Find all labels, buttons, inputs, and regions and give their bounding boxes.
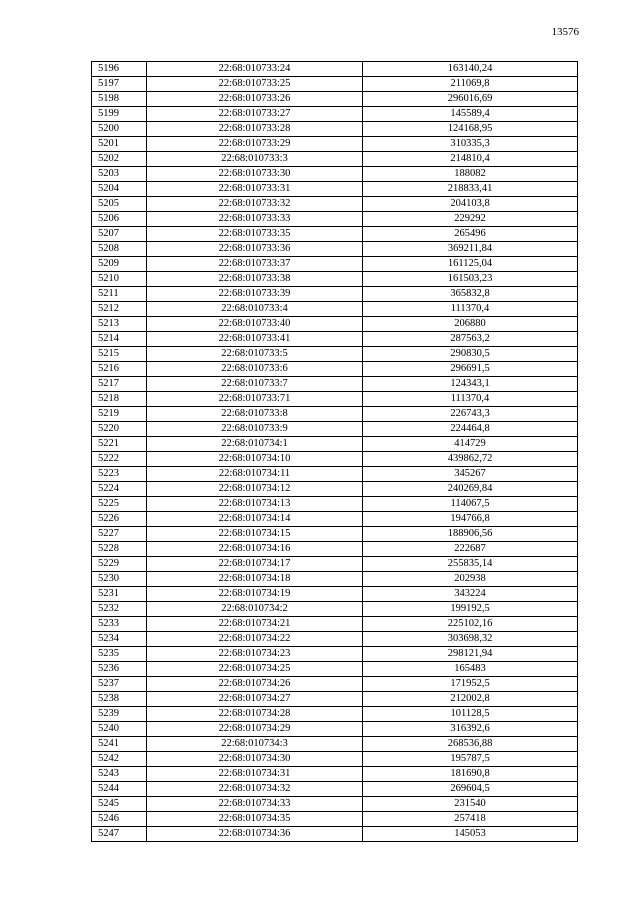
row-number-cell: 5227 [92,527,147,542]
cadastral-number-cell: 22:68:010734:15 [147,527,363,542]
cadastral-value-cell: 240269,84 [363,482,578,497]
table-row [92,467,578,482]
cadastral-value-cell: 414729 [363,437,578,452]
table-row [92,437,578,452]
cadastral-value-cell: 439862,72 [363,452,578,467]
cadastral-number-cell: 22:68:010733:7 [147,377,363,392]
cadastral-value-cell: 111370,4 [363,392,578,407]
row-number-cell: 5242 [92,752,147,767]
cadastral-number-cell: 22:68:010734:3 [147,737,363,752]
cadastral-number-cell: 22:68:010734:14 [147,512,363,527]
cadastral-number-cell: 22:68:010734:2 [147,602,363,617]
cadastral-number-cell: 22:68:010734:28 [147,707,363,722]
cadastral-number-cell: 22:68:010734:22 [147,632,363,647]
cadastral-value-cell: 287563,2 [363,332,578,347]
table-row [92,77,578,92]
row-number-cell: 5235 [92,647,147,662]
cadastral-number-cell: 22:68:010733:28 [147,122,363,137]
row-number-cell: 5200 [92,122,147,137]
row-number-cell: 5209 [92,257,147,272]
row-number-cell: 5224 [92,482,147,497]
cadastral-number-cell: 22:68:010734:35 [147,812,363,827]
row-number-cell: 5210 [92,272,147,287]
row-number-cell: 5232 [92,602,147,617]
cadastral-value-cell: 145589,4 [363,107,578,122]
cadastral-value-cell: 199192,5 [363,602,578,617]
cadastral-number-cell: 22:68:010734:18 [147,572,363,587]
cadastral-number-cell: 22:68:010734:13 [147,497,363,512]
cadastral-number-cell: 22:68:010734:21 [147,617,363,632]
table-row [92,137,578,152]
cadastral-number-cell: 22:68:010734:16 [147,542,363,557]
cadastral-number-cell: 22:68:010733:38 [147,272,363,287]
cadastral-value-cell: 265496 [363,227,578,242]
table-row [92,107,578,122]
table-row [92,92,578,107]
table-row [92,227,578,242]
cadastral-value-cell: 290830,5 [363,347,578,362]
cadastral-value-cell: 181690,8 [363,767,578,782]
row-number-cell: 5198 [92,92,147,107]
row-number-cell: 5219 [92,407,147,422]
row-number-cell: 5226 [92,512,147,527]
cadastral-value-cell: 310335,3 [363,137,578,152]
cadastral-number-cell: 22:68:010733:40 [147,317,363,332]
cadastral-number-cell: 22:68:010734:29 [147,722,363,737]
cadastral-number-cell: 22:68:010733:33 [147,212,363,227]
cadastral-value-cell: 268536,88 [363,737,578,752]
table-row [92,707,578,722]
table-row [92,662,578,677]
table-row [92,647,578,662]
table-row [92,632,578,647]
row-number-cell: 5240 [92,722,147,737]
table-row [92,347,578,362]
cadastral-number-cell: 22:68:010733:5 [147,347,363,362]
row-number-cell: 5231 [92,587,147,602]
row-number-cell: 5204 [92,182,147,197]
table-row [92,587,578,602]
table-row [92,752,578,767]
table-row [92,797,578,812]
table-row [92,677,578,692]
cadastral-number-cell: 22:68:010733:37 [147,257,363,272]
row-number-cell: 5215 [92,347,147,362]
cadastral-number-cell: 22:68:010733:35 [147,227,363,242]
table-row [92,272,578,287]
row-number-cell: 5225 [92,497,147,512]
row-number-cell: 5237 [92,677,147,692]
cadastral-number-cell: 22:68:010733:71 [147,392,363,407]
row-number-cell: 5238 [92,692,147,707]
cadastral-number-cell: 22:68:010734:33 [147,797,363,812]
table-row [92,257,578,272]
row-number-cell: 5211 [92,287,147,302]
row-number-cell: 5199 [92,107,147,122]
table-row [92,617,578,632]
table-row [92,182,578,197]
cadastral-number-cell: 22:68:010734:23 [147,647,363,662]
table-row [92,362,578,377]
row-number-cell: 5245 [92,797,147,812]
cadastral-number-cell: 22:68:010733:24 [147,62,363,77]
cadastral-value-cell: 224464,8 [363,422,578,437]
row-number-cell: 5217 [92,377,147,392]
cadastral-value-cell: 195787,5 [363,752,578,767]
cadastral-value-cell: 145053 [363,827,578,842]
row-number-cell: 5247 [92,827,147,842]
cadastral-number-cell: 22:68:010733:6 [147,362,363,377]
row-number-cell: 5244 [92,782,147,797]
table-row [92,767,578,782]
table-row [92,317,578,332]
row-number-cell: 5230 [92,572,147,587]
cadastral-number-cell: 22:68:010733:32 [147,197,363,212]
cadastral-number-cell: 22:68:010734:10 [147,452,363,467]
cadastral-value-cell: 269604,5 [363,782,578,797]
cadastral-number-cell: 22:68:010734:30 [147,752,363,767]
cadastral-number-cell: 22:68:010733:41 [147,332,363,347]
table-row [92,62,578,77]
cadastral-value-cell: 369211,84 [363,242,578,257]
cadastral-value-cell: 188082 [363,167,578,182]
table-row [92,212,578,227]
row-number-cell: 5221 [92,437,147,452]
table-row [92,167,578,182]
cadastral-number-cell: 22:68:010733:36 [147,242,363,257]
cadastral-number-cell: 22:68:010734:19 [147,587,363,602]
table-row [92,692,578,707]
cadastral-number-cell: 22:68:010733:27 [147,107,363,122]
table-row [92,407,578,422]
table-row [92,482,578,497]
cadastral-number-cell: 22:68:010734:27 [147,692,363,707]
row-number-cell: 5207 [92,227,147,242]
cadastral-value-cell: 188906,56 [363,527,578,542]
cadastral-value-cell: 222687 [363,542,578,557]
cadastral-number-cell: 22:68:010733:4 [147,302,363,317]
cadastral-number-cell: 22:68:010734:36 [147,827,363,842]
row-number-cell: 5196 [92,62,147,77]
row-number-cell: 5202 [92,152,147,167]
cadastral-value-cell: 214810,4 [363,152,578,167]
cadastral-number-cell: 22:68:010733:31 [147,182,363,197]
row-number-cell: 5201 [92,137,147,152]
cadastral-number-cell: 22:68:010734:11 [147,467,363,482]
cadastral-number-cell: 22:68:010733:26 [147,92,363,107]
cadastral-value-cell: 229292 [363,212,578,227]
cadastral-value-table [91,61,578,842]
row-number-cell: 5216 [92,362,147,377]
row-number-cell: 5239 [92,707,147,722]
table-row [92,302,578,317]
row-number-cell: 5229 [92,557,147,572]
row-number-cell: 5213 [92,317,147,332]
row-number-cell: 5206 [92,212,147,227]
table-row [92,722,578,737]
cadastral-value-cell: 211069,8 [363,77,578,92]
cadastral-value-cell: 303698,32 [363,632,578,647]
row-number-cell: 5234 [92,632,147,647]
cadastral-value-cell: 204103,8 [363,197,578,212]
cadastral-value-cell: 343224 [363,587,578,602]
row-number-cell: 5228 [92,542,147,557]
cadastral-value-cell: 218833,41 [363,182,578,197]
cadastral-value-cell: 161503,23 [363,272,578,287]
table-row [92,377,578,392]
table-row [92,827,578,842]
cadastral-value-cell: 255835,14 [363,557,578,572]
cadastral-value-cell: 296691,5 [363,362,578,377]
cadastral-value-cell: 163140,24 [363,62,578,77]
row-number-cell: 5197 [92,77,147,92]
cadastral-value-cell: 296016,69 [363,92,578,107]
table-row [92,542,578,557]
table-row [92,602,578,617]
row-number-cell: 5223 [92,467,147,482]
cadastral-value-cell: 124168,95 [363,122,578,137]
row-number-cell: 5218 [92,392,147,407]
row-number-cell: 5205 [92,197,147,212]
table-row [92,197,578,212]
cadastral-value-cell: 124343,1 [363,377,578,392]
cadastral-value-cell: 226743,3 [363,407,578,422]
cadastral-value-cell: 212002,8 [363,692,578,707]
cadastral-value-cell: 298121,94 [363,647,578,662]
cadastral-number-cell: 22:68:010733:8 [147,407,363,422]
table-row [92,782,578,797]
table-row [92,737,578,752]
row-number-cell: 5222 [92,452,147,467]
row-number-cell: 5246 [92,812,147,827]
cadastral-value-cell: 345267 [363,467,578,482]
cadastral-value-cell: 206880 [363,317,578,332]
table-row [92,332,578,347]
cadastral-value-cell: 194766,8 [363,512,578,527]
row-number-cell: 5214 [92,332,147,347]
table-row [92,557,578,572]
cadastral-number-cell: 22:68:010734:26 [147,677,363,692]
table-body [92,62,578,842]
cadastral-number-cell: 22:68:010733:30 [147,167,363,182]
row-number-cell: 5220 [92,422,147,437]
cadastral-number-cell: 22:68:010734:12 [147,482,363,497]
cadastral-number-cell: 22:68:010733:3 [147,152,363,167]
cadastral-number-cell: 22:68:010733:25 [147,77,363,92]
table-row [92,572,578,587]
cadastral-value-cell: 111370,4 [363,302,578,317]
cadastral-value-cell: 231540 [363,797,578,812]
cadastral-number-cell: 22:68:010734:25 [147,662,363,677]
table-row [92,392,578,407]
row-number-cell: 5243 [92,767,147,782]
cadastral-number-cell: 22:68:010733:29 [147,137,363,152]
table-row [92,527,578,542]
cadastral-number-cell: 22:68:010734:32 [147,782,363,797]
cadastral-number-cell: 22:68:010733:39 [147,287,363,302]
table-row [92,287,578,302]
cadastral-value-cell: 365832,8 [363,287,578,302]
cadastral-number-cell: 22:68:010734:17 [147,557,363,572]
row-number-cell: 5203 [92,167,147,182]
cadastral-value-cell: 257418 [363,812,578,827]
row-number-cell: 5236 [92,662,147,677]
table-row [92,812,578,827]
cadastral-value-cell: 225102,16 [363,617,578,632]
table-row [92,122,578,137]
page-number: 13576 [551,26,579,38]
cadastral-value-cell: 316392,6 [363,722,578,737]
cadastral-value-cell: 101128,5 [363,707,578,722]
row-number-cell: 5212 [92,302,147,317]
cadastral-value-cell: 114067,5 [363,497,578,512]
table-row [92,452,578,467]
cadastral-number-cell: 22:68:010734:1 [147,437,363,452]
table-row [92,497,578,512]
table-row [92,512,578,527]
table-row [92,422,578,437]
row-number-cell: 5241 [92,737,147,752]
cadastral-number-cell: 22:68:010733:9 [147,422,363,437]
row-number-cell: 5208 [92,242,147,257]
cadastral-value-cell: 161125,04 [363,257,578,272]
cadastral-value-cell: 171952,5 [363,677,578,692]
table-row [92,152,578,167]
cadastral-number-cell: 22:68:010734:31 [147,767,363,782]
row-number-cell: 5233 [92,617,147,632]
table-row [92,242,578,257]
cadastral-value-cell: 165483 [363,662,578,677]
cadastral-value-cell: 202938 [363,572,578,587]
